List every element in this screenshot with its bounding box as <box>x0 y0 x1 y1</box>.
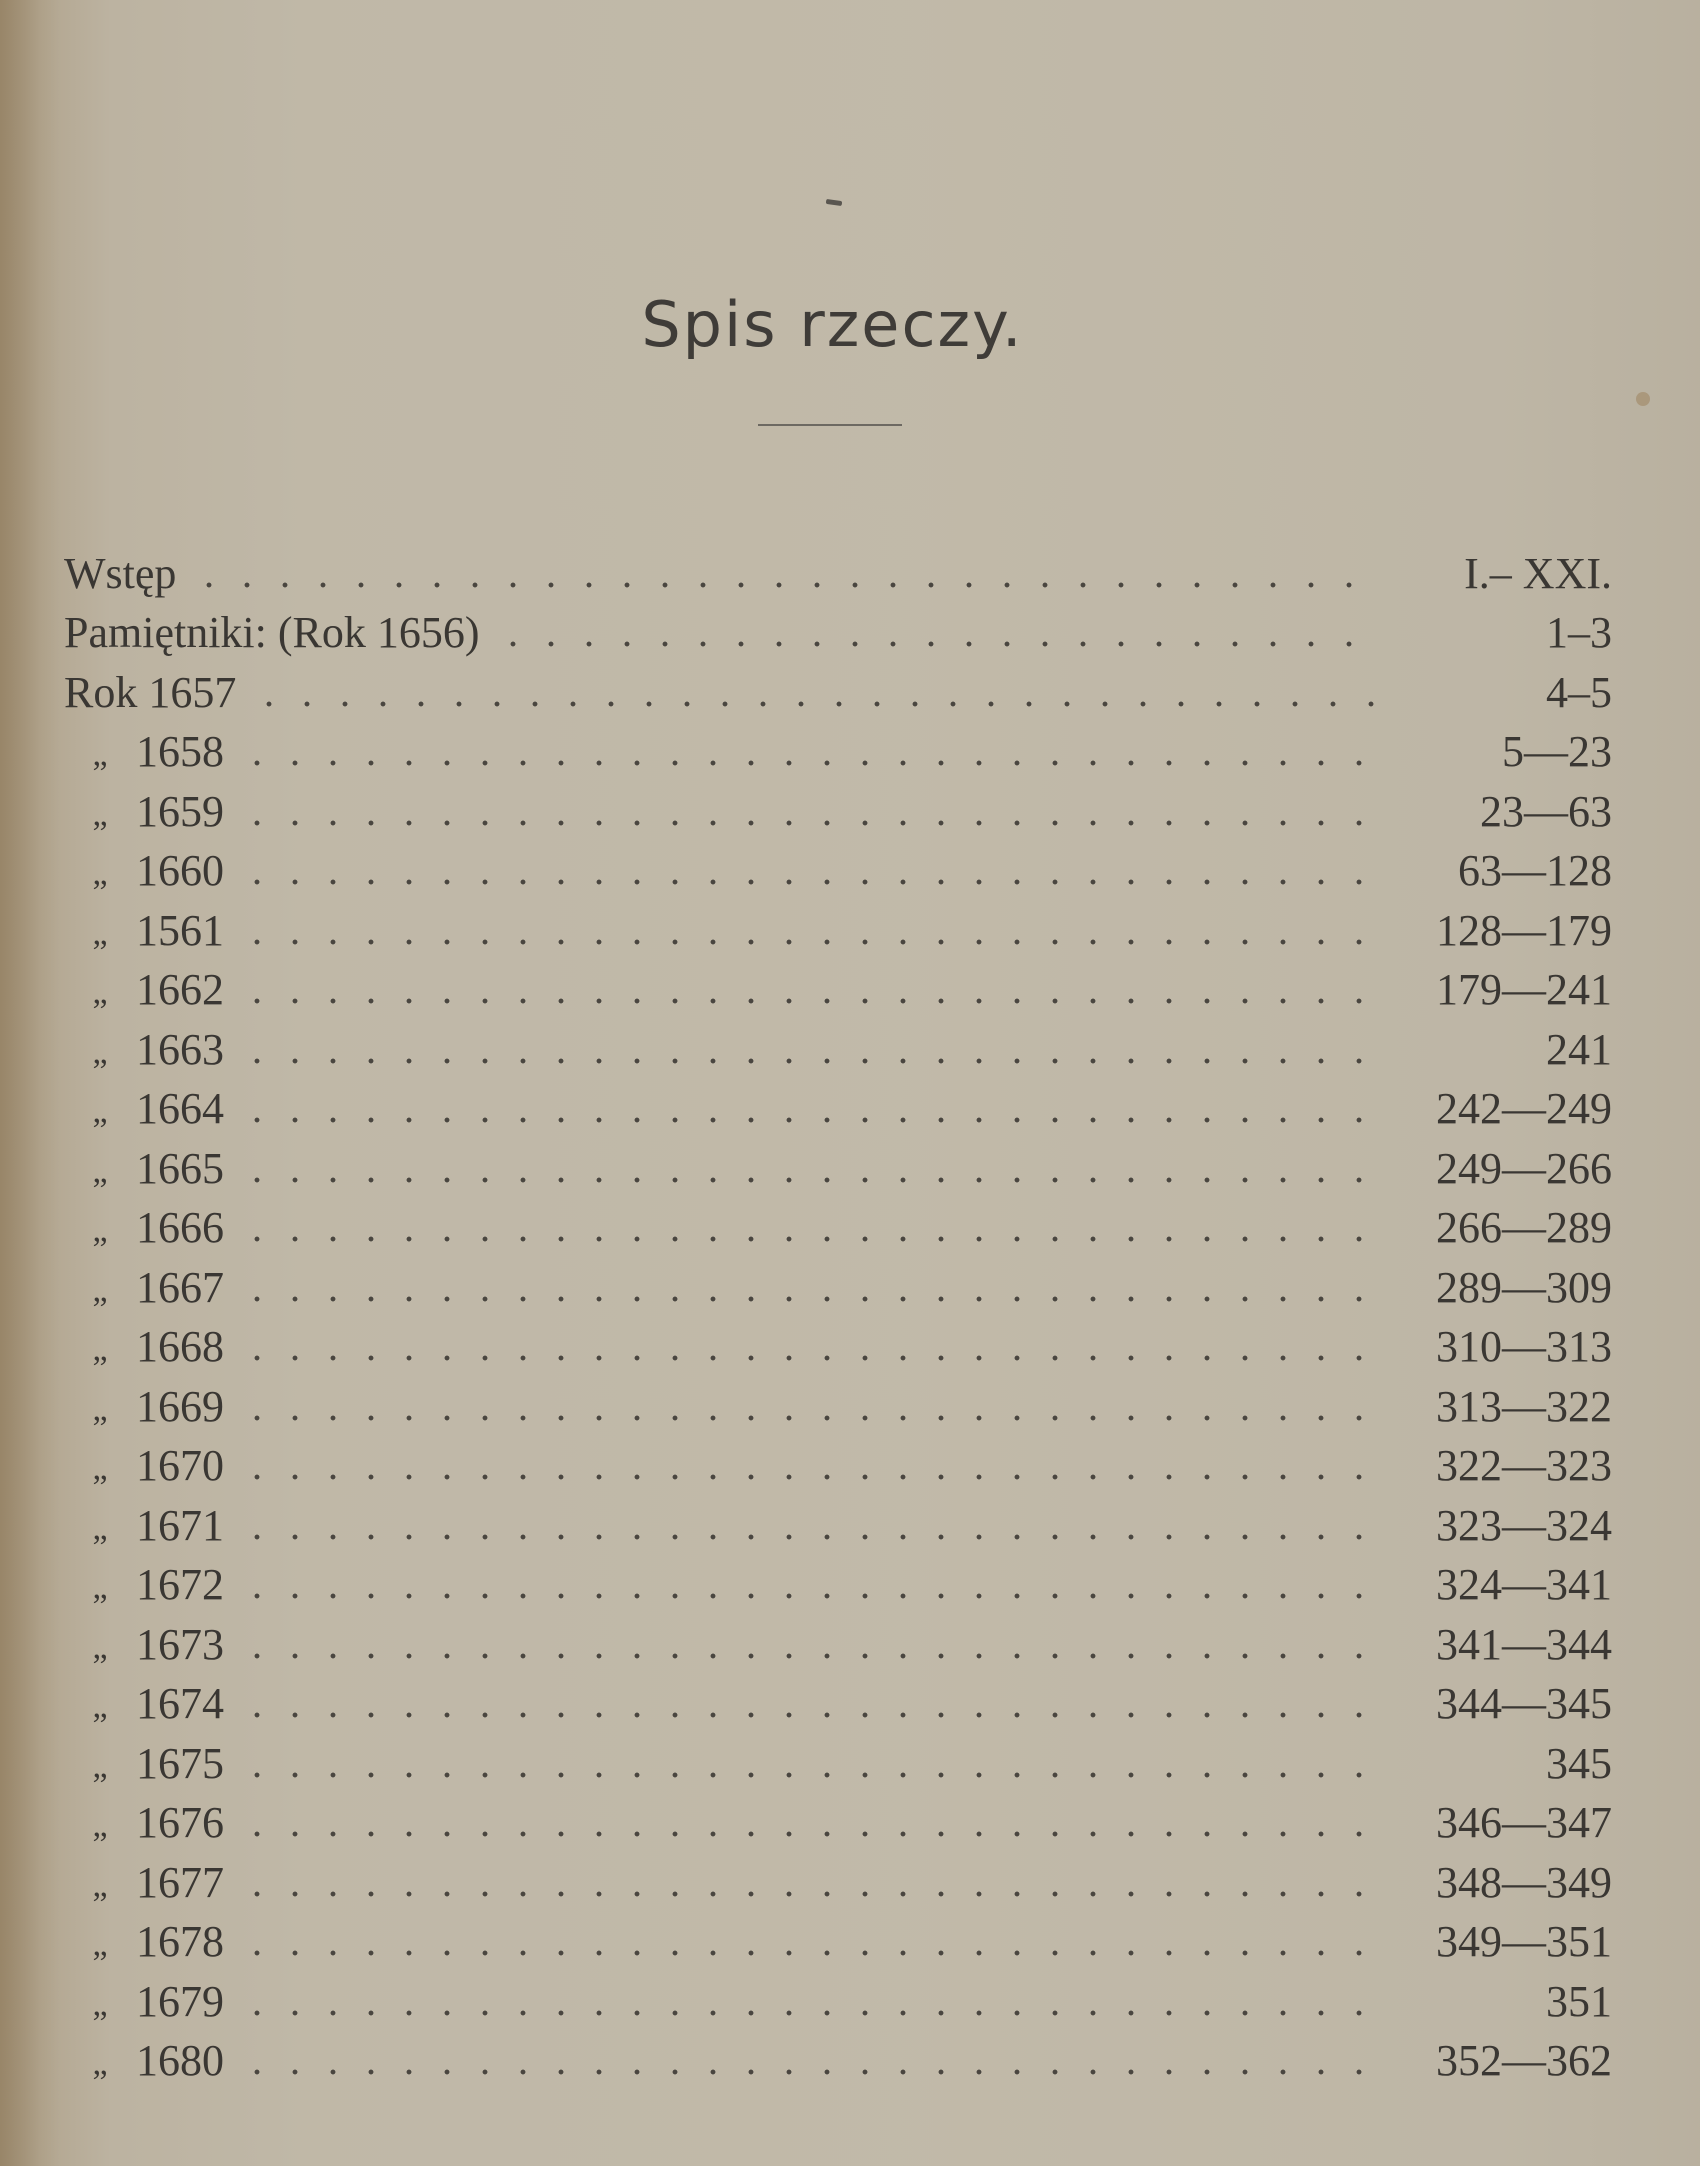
toc-row <box>64 1667 1612 1727</box>
toc-row <box>64 1310 1612 1370</box>
toc-year: 1561 <box>136 905 224 955</box>
paper-stain <box>1636 392 1650 406</box>
toc-page-range: 352—362 <box>1436 2036 1612 2085</box>
toc-row <box>64 1369 1612 1429</box>
toc-entry-title <box>64 548 177 598</box>
toc-year: 1667 <box>136 1262 224 1312</box>
toc-entry-title <box>64 1441 224 1490</box>
toc-row <box>64 1548 1612 1608</box>
title-divider <box>758 424 902 426</box>
toc-page-range: 345 <box>1546 1738 1612 1788</box>
dot-leader <box>238 998 1376 1004</box>
dot-leader <box>238 1177 1376 1183</box>
toc-entry-title <box>64 727 224 776</box>
toc-entry-title <box>64 786 224 836</box>
toc-year: 1658 <box>136 727 224 776</box>
ditto-mark: „ <box>92 1747 108 1785</box>
ditto-mark: „ <box>92 914 108 952</box>
toc-page-range: 344—345 <box>1436 1679 1612 1728</box>
dot-leader <box>238 2010 1376 2016</box>
toc-row <box>64 1607 1612 1667</box>
ditto-mark: „ <box>92 1331 108 1368</box>
ditto-mark: „ <box>92 1093 108 1130</box>
ink-mark <box>826 199 843 206</box>
toc-page-range: 289—309 <box>1436 1262 1612 1312</box>
toc-entry-title <box>64 1203 224 1252</box>
toc-entry-title <box>64 2036 224 2085</box>
toc-year: 1669 <box>136 1381 224 1431</box>
dot-leader <box>238 760 1376 766</box>
dot-leader <box>238 1593 1376 1599</box>
toc-year: 1663 <box>136 1024 224 1074</box>
dot-leader <box>238 1772 1376 1778</box>
toc-entry-title <box>64 1560 224 1609</box>
toc-year: 1671 <box>136 1500 224 1550</box>
dot-leader <box>238 1236 1376 1242</box>
toc-page-range: 241 <box>1546 1024 1612 1074</box>
toc-page-range: 4–5 <box>1546 667 1612 717</box>
toc-page-range: 128—179 <box>1436 905 1612 955</box>
dot-leader <box>238 1712 1376 1718</box>
toc-row <box>64 715 1612 775</box>
ditto-mark: „ <box>92 855 108 892</box>
toc-entry-title <box>64 1024 224 1074</box>
toc-year: 1668 <box>136 1322 224 1371</box>
toc-entry-title <box>64 1322 224 1371</box>
toc-entry-title <box>64 965 224 1014</box>
toc-entry-title <box>64 1143 224 1193</box>
ditto-mark: „ <box>92 1509 108 1547</box>
ditto-mark: „ <box>92 1569 108 1606</box>
toc-entry-title <box>64 1262 224 1312</box>
toc-row <box>64 1905 1612 1965</box>
dot-leader <box>238 1058 1376 1064</box>
toc-row <box>64 1964 1612 2024</box>
toc-year: 1675 <box>136 1738 224 1788</box>
toc-row <box>64 893 1612 953</box>
toc-entry-title <box>64 905 224 955</box>
toc-year: 1677 <box>136 1857 224 1907</box>
toc-entry-title <box>64 1976 224 2026</box>
toc-row <box>64 1012 1612 1072</box>
toc-year: 1678 <box>136 1917 224 1966</box>
toc-page-range: 310—313 <box>1436 1322 1612 1371</box>
toc-page-range: 322—323 <box>1436 1441 1612 1490</box>
dot-leader <box>238 939 1376 945</box>
toc-row <box>64 774 1612 834</box>
toc-year: 1666 <box>136 1203 224 1252</box>
toc-entry-title <box>64 667 237 717</box>
dot-leader <box>238 1117 1376 1123</box>
ditto-mark: „ <box>92 1390 108 1428</box>
toc-page-range: 179—241 <box>1436 965 1612 1014</box>
dot-leader <box>190 582 1376 588</box>
toc-row <box>64 1488 1612 1548</box>
toc-entry-title <box>64 1381 224 1431</box>
ditto-mark: „ <box>92 1152 108 1190</box>
toc-year: 1670 <box>136 1441 224 1490</box>
toc-row <box>64 1191 1612 1251</box>
toc-entry-title <box>64 1084 224 1133</box>
toc-page-range: 348—349 <box>1436 1857 1612 1907</box>
toc-page-range: 349—351 <box>1436 1917 1612 1966</box>
toc-row <box>64 1726 1612 1786</box>
toc-page-range: 323—324 <box>1436 1500 1612 1550</box>
toc-page-range: 266—289 <box>1436 1203 1612 1252</box>
dot-leader <box>238 1891 1376 1897</box>
table-of-contents <box>64 536 1612 2083</box>
toc-year: 1672 <box>136 1560 224 1609</box>
toc-page-range: 5—23 <box>1502 727 1612 776</box>
toc-row <box>64 536 1612 596</box>
toc-page-range: 23—63 <box>1480 786 1612 836</box>
toc-row <box>64 953 1612 1013</box>
toc-row <box>64 2024 1612 2084</box>
ditto-mark: „ <box>92 1688 108 1725</box>
dot-leader <box>238 1296 1376 1302</box>
toc-year: 1662 <box>136 965 224 1014</box>
page-title: Spis rzeczy. <box>641 288 1024 361</box>
toc-year: 1673 <box>136 1619 224 1669</box>
ditto-mark: „ <box>92 795 108 833</box>
toc-year: 1659 <box>136 786 224 836</box>
toc-page-range: 63—128 <box>1458 846 1612 895</box>
toc-row <box>64 834 1612 894</box>
toc-page-range: 341—344 <box>1436 1619 1612 1669</box>
toc-row <box>64 1250 1612 1310</box>
ditto-mark: „ <box>92 1866 108 1904</box>
dot-leader <box>238 820 1376 826</box>
ditto-mark: „ <box>92 1271 108 1309</box>
toc-year: 1660 <box>136 846 224 895</box>
dot-leader <box>250 701 1376 707</box>
toc-entry-title <box>64 1619 224 1669</box>
toc-row <box>64 1786 1612 1846</box>
toc-page-range: 242—249 <box>1436 1084 1612 1133</box>
toc-row <box>64 1072 1612 1132</box>
toc-entry-title <box>64 608 480 657</box>
toc-row <box>64 655 1612 715</box>
ditto-mark: „ <box>92 1212 108 1249</box>
toc-year: 1665 <box>136 1143 224 1193</box>
toc-page-range: I.– XXI. <box>1464 548 1612 598</box>
toc-page-range: 346—347 <box>1436 1798 1612 1847</box>
ditto-mark: „ <box>92 2045 108 2082</box>
toc-page-range: 313—322 <box>1436 1381 1612 1431</box>
toc-entry-title <box>64 1857 224 1907</box>
toc-entry-title <box>64 1798 224 1847</box>
toc-entry-title <box>64 1679 224 1728</box>
toc-year: 1680 <box>136 2036 224 2085</box>
toc-page-range: 249—266 <box>1436 1143 1612 1193</box>
ditto-mark: „ <box>92 1033 108 1071</box>
toc-row <box>64 596 1612 656</box>
toc-entry-title <box>64 1500 224 1550</box>
ditto-mark: „ <box>92 1628 108 1666</box>
dot-leader <box>238 1950 1376 1956</box>
dot-leader <box>238 1831 1376 1837</box>
toc-row <box>64 1845 1612 1905</box>
toc-year: 1679 <box>136 1976 224 2026</box>
toc-page-range: 351 <box>1546 1976 1612 2026</box>
ditto-mark: „ <box>92 736 108 773</box>
toc-entry-title <box>64 846 224 895</box>
toc-year: 1676 <box>136 1798 224 1847</box>
dot-leader <box>238 1474 1376 1480</box>
dot-leader <box>238 1534 1376 1540</box>
dot-leader <box>494 641 1376 647</box>
dot-leader <box>238 1355 1376 1361</box>
ditto-mark: „ <box>92 1807 108 1844</box>
dot-leader <box>238 1415 1376 1421</box>
toc-label: Pamiętniki: (Rok 1656) <box>64 608 480 657</box>
ditto-mark: „ <box>92 1985 108 2023</box>
toc-page-range: 324—341 <box>1436 1560 1612 1609</box>
toc-page-range: 1–3 <box>1546 608 1612 657</box>
ditto-mark: „ <box>92 1926 108 1963</box>
ditto-mark: „ <box>92 974 108 1011</box>
toc-entry-title <box>64 1738 224 1788</box>
dot-leader <box>238 2069 1376 2075</box>
toc-entry-title <box>64 1917 224 1966</box>
dot-leader <box>238 1653 1376 1659</box>
toc-row <box>64 1429 1612 1489</box>
toc-year: 1674 <box>136 1679 224 1728</box>
toc-row <box>64 1131 1612 1191</box>
ditto-mark: „ <box>92 1450 108 1487</box>
toc-label: Wstęp <box>64 548 177 598</box>
toc-year: 1664 <box>136 1084 224 1133</box>
toc-label: Rok 1657 <box>64 667 237 717</box>
dot-leader <box>238 879 1376 885</box>
